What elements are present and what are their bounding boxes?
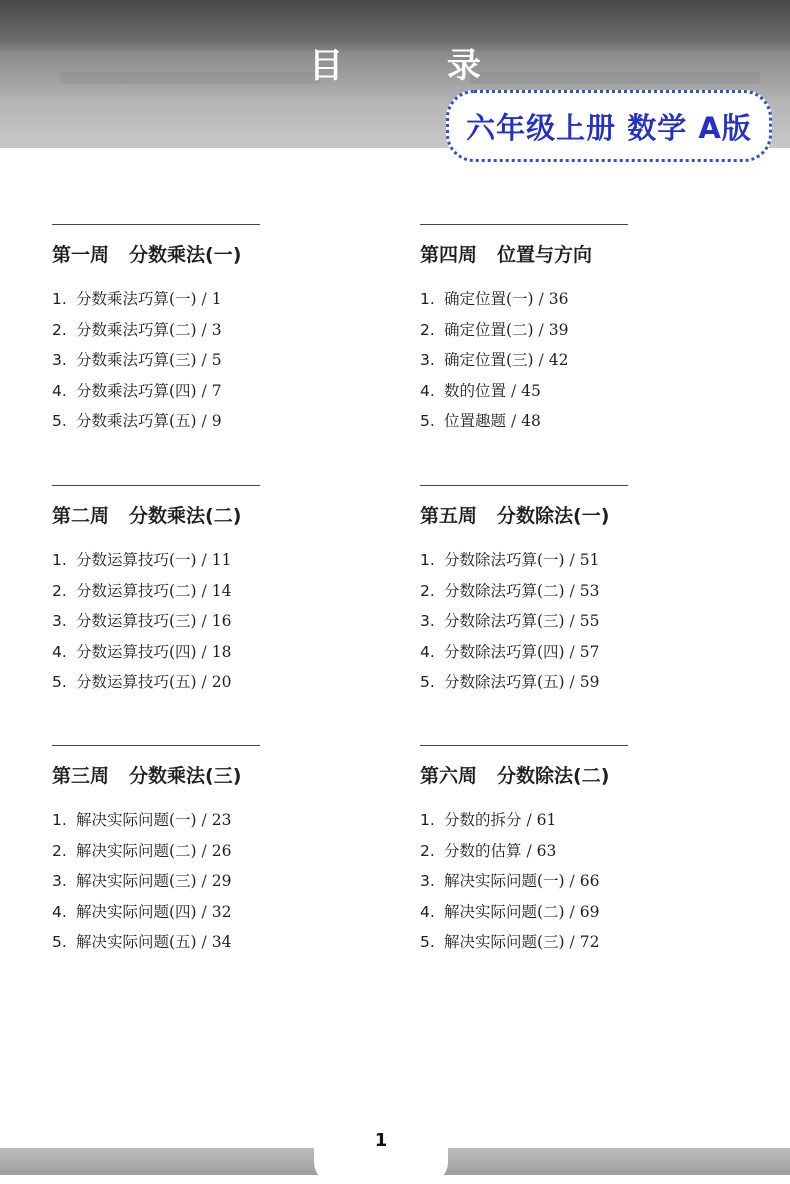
item-number: 2. <box>420 320 435 339</box>
grade-badge <box>446 90 772 162</box>
toc-item[interactable] <box>52 667 352 698</box>
item-number: 4. <box>52 642 67 661</box>
item-separator: / <box>538 290 544 308</box>
item-title: 分数的拆分 <box>444 811 522 829</box>
toc-item[interactable] <box>52 284 352 315</box>
section-topic: 分数乘法(一) <box>129 244 242 266</box>
item-number: 2. <box>420 841 435 860</box>
item-page: 69 <box>579 902 600 921</box>
item-number: 5. <box>420 412 435 430</box>
toc-item[interactable] <box>420 576 720 607</box>
item-title: 解决实际问题(二) <box>76 841 197 860</box>
item-separator: / <box>201 612 207 630</box>
item-title: 分数的估算 <box>444 841 522 860</box>
item-number: 4. <box>52 381 67 400</box>
item-separator: / <box>201 551 207 569</box>
section-heading <box>52 240 352 270</box>
item-page: 66 <box>579 872 600 890</box>
item-page: 48 <box>521 412 541 430</box>
item-page: 72 <box>579 933 600 951</box>
item-separator: / <box>569 551 575 569</box>
item-separator: / <box>201 673 207 691</box>
toc-section <box>420 485 720 698</box>
item-title: 分数运算技巧(四) <box>76 642 197 661</box>
toc-item[interactable] <box>52 345 352 376</box>
item-page: 1 <box>211 290 222 308</box>
toc-item[interactable] <box>52 805 352 836</box>
item-title: 分数运算技巧(一) <box>76 551 197 569</box>
item-number: 4. <box>52 902 67 921</box>
item-separator: / <box>526 811 532 829</box>
item-title: 确定位置(一) <box>444 290 534 308</box>
item-title: 解决实际问题(二) <box>444 902 565 921</box>
item-page: 59 <box>579 673 600 691</box>
item-number: 1. <box>52 811 67 829</box>
item-title: 分数运算技巧(三) <box>76 612 197 630</box>
toc-item[interactable] <box>420 927 720 958</box>
item-number: 2. <box>420 581 435 600</box>
page-title: 目 录 <box>309 46 527 86</box>
item-separator: / <box>201 351 207 369</box>
grade-label: 六年级上册 数学 A版 <box>466 110 752 145</box>
item-title: 分数除法巧算(一) <box>444 551 565 569</box>
item-page: 3 <box>211 320 222 339</box>
item-number: 3. <box>420 872 435 890</box>
toc-item[interactable] <box>52 376 352 407</box>
item-page: 5 <box>211 351 222 369</box>
section-topic: 位置与方向 <box>497 244 593 266</box>
section-topic: 分数除法(二) <box>497 765 610 787</box>
item-title: 解决实际问题(三) <box>76 872 197 890</box>
item-number: 1. <box>420 551 435 569</box>
item-separator: / <box>569 872 575 890</box>
item-page: 34 <box>211 933 232 951</box>
item-title: 分数除法巧算(三) <box>444 612 565 630</box>
item-page: 16 <box>211 612 232 630</box>
item-separator: / <box>538 351 544 369</box>
toc-item[interactable] <box>420 836 720 867</box>
toc-item[interactable] <box>420 606 720 637</box>
item-number: 5. <box>52 412 67 430</box>
item-separator: / <box>201 872 207 890</box>
item-page: 18 <box>211 642 232 661</box>
section-heading <box>52 761 352 791</box>
item-number: 4. <box>420 902 435 921</box>
item-number: 1. <box>420 290 435 308</box>
section-divider <box>420 745 628 746</box>
item-page: 36 <box>548 290 569 308</box>
item-page: 29 <box>211 872 232 890</box>
item-separator: / <box>201 933 207 951</box>
item-title: 分数乘法巧算(三) <box>76 351 197 369</box>
item-page: 57 <box>579 642 600 661</box>
toc-section <box>52 224 352 437</box>
section-topic: 分数乘法(三) <box>129 765 242 787</box>
item-title: 分数乘法巧算(五) <box>76 412 197 430</box>
item-number: 4. <box>420 381 435 400</box>
item-separator: / <box>538 320 544 339</box>
item-page: 23 <box>211 811 232 829</box>
item-number: 5. <box>52 673 67 691</box>
item-title: 分数乘法巧算(一) <box>76 290 197 308</box>
toc-item[interactable] <box>52 897 352 928</box>
item-number: 3. <box>52 351 67 369</box>
item-separator: / <box>569 933 575 951</box>
item-separator: / <box>569 581 575 600</box>
toc-section <box>52 485 352 698</box>
toc-item[interactable] <box>420 545 720 576</box>
item-number: 3. <box>52 612 67 630</box>
item-page: 14 <box>211 581 232 600</box>
section-divider <box>52 224 260 225</box>
section-divider <box>52 485 260 486</box>
toc-item[interactable] <box>52 406 352 437</box>
toc-item[interactable] <box>420 315 720 346</box>
item-separator: / <box>201 581 207 600</box>
toc-item[interactable] <box>420 345 720 376</box>
item-title: 确定位置(三) <box>444 351 534 369</box>
toc-section <box>420 745 720 958</box>
item-number: 1. <box>420 811 435 829</box>
item-title: 解决实际问题(一) <box>444 872 565 890</box>
section-topic: 分数乘法(二) <box>129 505 242 527</box>
section-heading <box>52 501 352 531</box>
item-title: 解决实际问题(四) <box>76 902 197 921</box>
page-number: 1 <box>374 1130 388 1151</box>
item-separator: / <box>569 673 575 691</box>
item-page: 26 <box>211 841 232 860</box>
section-week: 第六周 <box>420 765 478 787</box>
toc-item[interactable] <box>420 637 720 668</box>
section-week: 第五周 <box>420 505 478 527</box>
toc-item[interactable] <box>52 927 352 958</box>
item-number: 1. <box>52 551 67 569</box>
item-separator: / <box>569 902 575 921</box>
section-divider <box>52 745 260 746</box>
item-page: 63 <box>536 841 557 860</box>
item-separator: / <box>201 841 207 860</box>
item-title: 分数运算技巧(二) <box>76 581 197 600</box>
item-title: 分数除法巧算(四) <box>444 642 565 661</box>
item-separator: / <box>201 902 207 921</box>
item-page: 53 <box>579 581 600 600</box>
toc-item[interactable] <box>52 315 352 346</box>
item-page: 42 <box>548 351 569 369</box>
item-number: 1. <box>52 290 67 308</box>
section-heading <box>420 240 720 270</box>
item-number: 2. <box>52 320 67 339</box>
item-title: 解决实际问题(五) <box>76 933 197 951</box>
toc-item[interactable] <box>52 836 352 867</box>
toc-section <box>420 224 720 437</box>
item-page: 55 <box>579 612 600 630</box>
item-page: 7 <box>211 381 222 400</box>
toc-item[interactable] <box>52 606 352 637</box>
item-title: 数的位置 <box>444 381 507 400</box>
section-week: 第四周 <box>420 244 478 266</box>
item-page: 11 <box>211 551 232 569</box>
toc-section <box>52 745 352 958</box>
item-separator: / <box>569 642 575 661</box>
toc-item[interactable] <box>420 376 720 407</box>
toc-item[interactable] <box>420 406 720 437</box>
toc-item[interactable] <box>52 866 352 897</box>
item-number: 3. <box>420 351 435 369</box>
item-title: 位置趣题 <box>444 412 507 430</box>
item-number: 3. <box>52 872 67 890</box>
item-page: 45 <box>521 381 541 400</box>
item-number: 2. <box>52 581 67 600</box>
item-page: 51 <box>579 551 600 569</box>
item-separator: / <box>510 381 517 400</box>
toc-item[interactable] <box>420 667 720 698</box>
toc-item[interactable] <box>52 637 352 668</box>
toc-item[interactable] <box>420 284 720 315</box>
item-title: 确定位置(二) <box>444 320 534 339</box>
item-number: 2. <box>52 841 67 860</box>
item-separator: / <box>526 841 532 860</box>
item-title: 分数乘法巧算(二) <box>76 320 197 339</box>
item-page: 32 <box>211 902 232 921</box>
item-number: 5. <box>52 933 67 951</box>
item-number: 5. <box>420 673 435 691</box>
item-title: 分数除法巧算(五) <box>444 673 565 691</box>
item-page: 9 <box>211 412 222 430</box>
item-title: 分数乘法巧算(四) <box>76 381 197 400</box>
item-separator: / <box>569 612 575 630</box>
section-divider <box>420 485 628 486</box>
item-title: 解决实际问题(一) <box>76 811 197 829</box>
item-separator: / <box>201 642 207 661</box>
toc-item[interactable] <box>420 866 720 897</box>
item-separator: / <box>201 290 207 308</box>
item-page: 20 <box>211 673 232 691</box>
toc-item[interactable] <box>52 576 352 607</box>
item-separator: / <box>201 381 207 400</box>
item-page: 39 <box>548 320 569 339</box>
item-title: 分数运算技巧(五) <box>76 673 197 691</box>
toc-item[interactable] <box>52 545 352 576</box>
item-separator: / <box>201 811 207 829</box>
item-page: 61 <box>536 811 557 829</box>
item-separator: / <box>510 412 517 430</box>
section-heading <box>420 761 720 791</box>
toc-item[interactable] <box>420 897 720 928</box>
section-week: 第二周 <box>52 505 110 527</box>
section-topic: 分数除法(一) <box>497 505 610 527</box>
toc-item[interactable] <box>420 805 720 836</box>
item-number: 5. <box>420 933 435 951</box>
item-title: 解决实际问题(三) <box>444 933 565 951</box>
item-number: 3. <box>420 612 435 630</box>
section-week: 第三周 <box>52 765 110 787</box>
item-number: 4. <box>420 642 435 661</box>
section-divider <box>420 224 628 225</box>
item-separator: / <box>201 412 207 430</box>
item-title: 分数除法巧算(二) <box>444 581 565 600</box>
section-week: 第一周 <box>52 244 110 266</box>
item-separator: / <box>201 320 207 339</box>
section-heading <box>420 501 720 531</box>
